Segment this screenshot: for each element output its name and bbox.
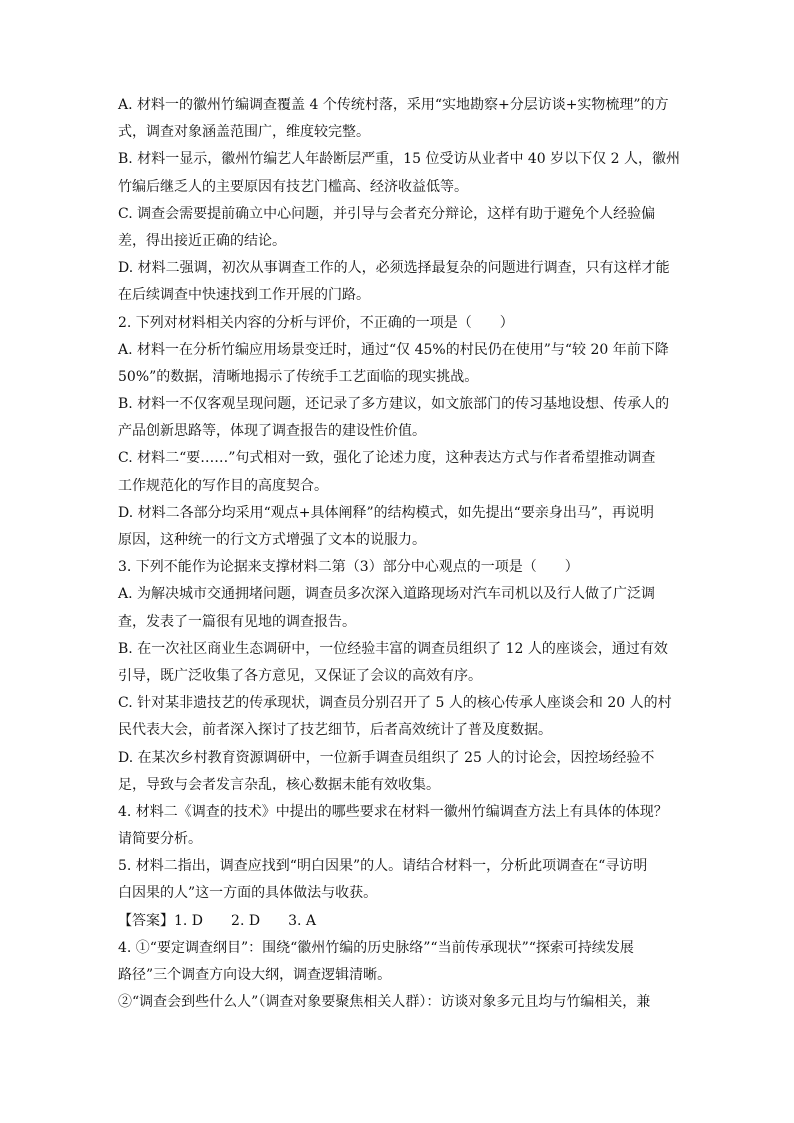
text-line: D. 在某次乡村教育资源调研中，一位新手调查员组织了 25 人的讨论会，因控场经验不	[118, 749, 655, 766]
text-line: B. 材料一显示，徽州竹编艺人年龄断层严重，15 位受访从业者中 40 岁以下仅 2 人，徽州	[118, 151, 680, 168]
text-line: 白因果的人”这一方面的具体做法与收获。	[118, 885, 378, 902]
text-line: 产品创新思路等，体现了调查报告的建设性价值。	[118, 423, 426, 440]
text-line: A. 为解决城市交通拥堵问题，调查员多次深入道路现场对汽车司机以及行人做了广泛调	[118, 586, 656, 603]
question-4-heading: 4. 材料二《调查的技术》中提出的哪些要求在材料一徽州竹编调查方法上有具体的体现？	[118, 803, 668, 820]
text-line: 式，调查对象涵盖范围广，维度较完整。	[118, 124, 370, 141]
document-page	[118, 92, 678, 1016]
text-line: C. 针对某非遗技艺的传承现状，调查员分别召开了 5 人的核心传承人座谈会和 20 人的村	[118, 695, 672, 712]
text-line: 足，导致与会者发言杂乱，核心数据未能有效收集。	[118, 776, 440, 793]
text-line: 在后续调查中快速找到工作开展的门路。	[118, 287, 370, 304]
text-line: B. 在一次社区商业生态调研中，一位经验丰富的调查员组织了 12 人的座谈会，通过有效	[118, 640, 668, 657]
text-line: D. 材料二各部分均采用“观点+具体阐释”的结构模式，如先提出“要亲身出马”，再说明	[118, 504, 654, 521]
text-line: 50%”的数据，清晰地揭示了传统手工艺面临的现实挑战。	[118, 368, 479, 385]
text-line: 原因，这种统一的行文方式增强了文本的说服力。	[118, 532, 426, 548]
text-line: B. 材料一不仅客观呈现问题，还记录了多方建议，如文旅部门的传习基地设想、传承人的	[118, 396, 670, 413]
text-line: 竹编后继乏人的主要原因有技艺门槛高、经济收益低等。	[118, 178, 468, 195]
text-line: 路径”三个调查方向设大纲，调查逻辑清晰。	[118, 967, 392, 983]
text-line: 4. ①“要定调查纲目”：围绕“徽州竹编的历史脉络”“当前传承现状”“探索可持续发展	[118, 939, 634, 956]
text-line: 引导，既广泛收集了各方意见，又保证了会议的高效有序。	[118, 667, 482, 684]
text-line: 查，发表了一篇很有见地的调查报告。	[118, 613, 356, 630]
text-line: A. 材料一在分析竹编应用场景变迁时，通过“仅 45%的村民仍在使用”与“较 20 年前下降	[118, 341, 669, 358]
text-line: 差，得出接近正确的结论。	[118, 232, 286, 249]
text-line: C. 材料二“要……”句式相对一致，强化了论述力度，这种表达方式与作者希望推动调查	[118, 450, 656, 467]
question-3-heading: 3. 下列不能作为论据来支撑材料二第（3）部分中心观点的一项是（ ）	[118, 559, 579, 576]
text-line: 工作规范化的写作目的高度契合。	[118, 477, 328, 494]
answer-line: 【答案】1. D 2. D 3. A	[118, 912, 316, 929]
text-line: A. 材料一的徽州竹编调查覆盖 4 个传统村落，采用“实地勘察+分层访谈+实物梳理”的方	[118, 97, 669, 113]
text-line: 请简要分析。	[118, 831, 202, 848]
text-line: C. 调查会需要提前确立中心问题，并引导与会者充分辩论，这样有助于避免个人经验偏	[118, 205, 656, 222]
question-5-heading: 5. 材料二指出，调查应找到“明白因果”的人。请结合材料一，分析此项调查在“寻访明	[118, 858, 648, 875]
text-line: D. 材料二强调，初次从事调查工作的人，必须选择最复杂的问题进行调查，只有这样才能	[118, 260, 670, 277]
text-line: ②“调查会到些什么人”（调查对象要聚焦相关人群）：访谈对象多元且均与竹编相关，兼	[118, 994, 651, 1011]
text-line: 民代表大会，前者深入探讨了技艺细节，后者高效统计了普及度数据。	[118, 722, 552, 739]
question-2-heading: 2. 下列对材料相关内容的分析与评价，不正确的一项是（ ）	[118, 314, 514, 331]
